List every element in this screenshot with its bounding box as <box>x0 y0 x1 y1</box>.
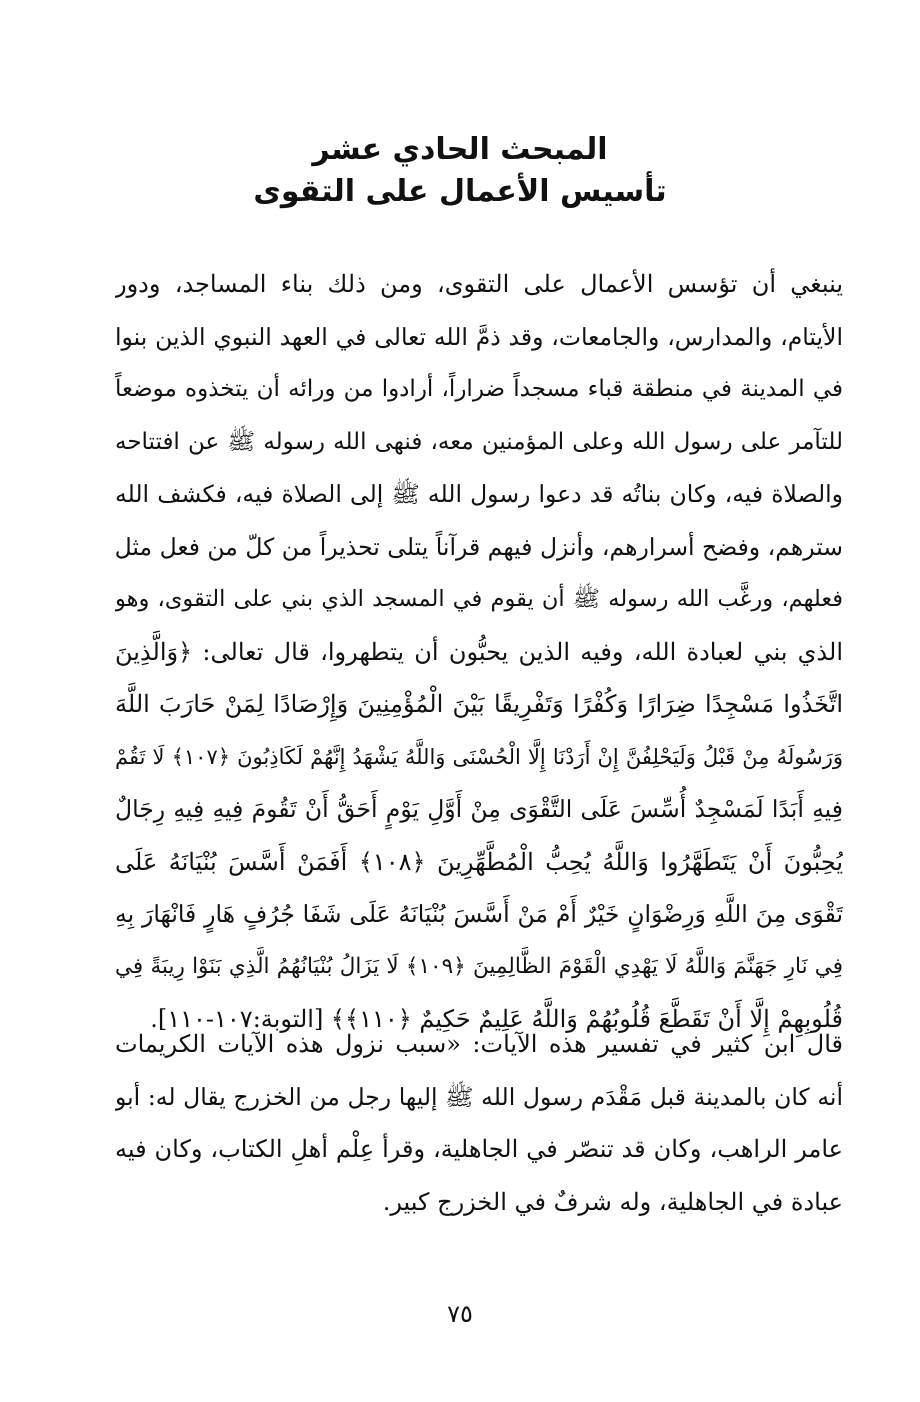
paragraph-main <box>115 258 843 1046</box>
text-line: قال ابن كثير في تفسير هذه الآيات: «سبب نزول هذه الآيات الكريمات <box>115 1030 843 1058</box>
quran-verse-line: تَقْوَى مِنَ اللَّهِ وَرِضْوَانٍ خَيْرٌ أَمْ مَنْ أَسَّسَ بُنْيَانَهُ عَلَى شَفَا جُرُفٍ هَارٍ فَانْهَارَ بِهِ <box>115 900 843 928</box>
text-line: عبادة في الجاهلية، وله شرفٌ في الخزرج كبير. <box>382 1187 843 1216</box>
quran-verse-line: وَرَسُولَهُ مِنْ قَبْلُ وَلَيَحْلِفُنَّ إِنْ أَرَدْنَا إِلَّا الْحُسْنَى وَاللَّهُ يَشْهَدُ إِنَّهُمْ لَكَاذِبُونَ ﴿١٠٧﴾ لَا تَقُمْ <box>115 744 843 769</box>
chapter-title: تأسيس الأعمال على التقوى <box>253 174 667 209</box>
quran-verse-line: قُلُوبِهِمْ إِلَّا أَنْ تَقَطَّعَ قُلُوبُهُمْ وَاللَّهُ عَلِيمٌ حَكِيمٌ ﴿١١٠﴾﴾ [التوبة:١٠٧-١١٠]. <box>150 1005 843 1033</box>
chapter-heading: المبحث الحادي عشر <box>312 132 608 167</box>
text-line: ينبغي أن تؤسس الأعمال على التقوى، ومن ذلك بناء المساجد، ودور <box>115 270 843 298</box>
text-line: الذي بني لعبادة الله، وفيه الذين يحبُّون أن يتطهروا، قال تعالى: ﴿وَالَّذِينَ <box>115 637 843 666</box>
text-line: فعلهم، ورغَّب الله رسوله ﷺ أن يقوم في المسجد الذي بني على التقوى، وهو <box>115 586 843 612</box>
text-line: عامر الراهب، وكان قد تنصّر في الجاهلية، وقرأ عِلْم أهلِ الكتاب، وكان فيه <box>115 1135 843 1163</box>
text-line: والصلاة فيه، وكان بناتُه قد دعوا رسول الله ﷺ إلى الصلاة فيه، فكشف الله <box>115 480 843 508</box>
page-number: ٧٥ <box>447 1300 473 1328</box>
quran-verse-line: فِي نَارِ جَهَنَّمَ وَاللَّهُ لَا يَهْدِي الْقَوْمَ الظَّالِمِينَ ﴿١٠٩﴾ لَا يَزَالُ بُنْيَانُهُمُ الَّذِي بَنَوْا رِيبَةً فِي <box>115 953 843 979</box>
text-line: للتآمر على رسول الله وعلى المؤمنين معه، فنهى الله رسوله ﷺ عن افتتاحه <box>115 428 843 455</box>
quran-verse-line: اتَّخَذُوا مَسْجِدًا ضِرَارًا وَكُفْرًا وَتَفْرِيقًا بَيْنَ الْمُؤْمِنِينَ وَإِرْصَادًا لِمَنْ حَارَبَ اللَّهَ <box>115 690 843 718</box>
text-line: سترهم، وفضح أسرارهم، وأنزل فيهم قرآناً يتلى تحذيراً من كلّ من فعل مثل <box>115 532 843 561</box>
text-line: الأيتام، والمدارس، والجامعات، وقد ذمَّ الله تعالى في العهد النبوي الذين بنوا <box>115 322 843 351</box>
text-line: في المدينة في منطقة قباء مسجداً ضراراً، أرادوا من ورائه أن يتخذوه موضعاً <box>115 376 843 402</box>
quran-verse-line: فِيهِ أَبَدًا لَمَسْجِدٌ أُسِّسَ عَلَى التَّقْوَى مِنْ أَوَّلِ يَوْمٍ أَحَقُّ أَنْ تَقُومَ فِيهِ فِيهِ رِجَالٌ <box>115 795 843 823</box>
quran-verse-line: يُحِبُّونَ أَنْ يَتَطَهَّرُوا وَاللَّهُ يُحِبُّ الْمُطَّهِّرِينَ ﴿١٠٨﴾ أَفَمَنْ أَسَّسَ بُنْيَانَهُ عَلَى <box>115 847 843 876</box>
text-line: أنه كان بالمدينة قبل مَقْدَم رسول الله ﷺ إليها رجل من الخزرج يقال له: أبو <box>115 1082 843 1111</box>
paragraph-tafsir <box>115 1018 843 1228</box>
